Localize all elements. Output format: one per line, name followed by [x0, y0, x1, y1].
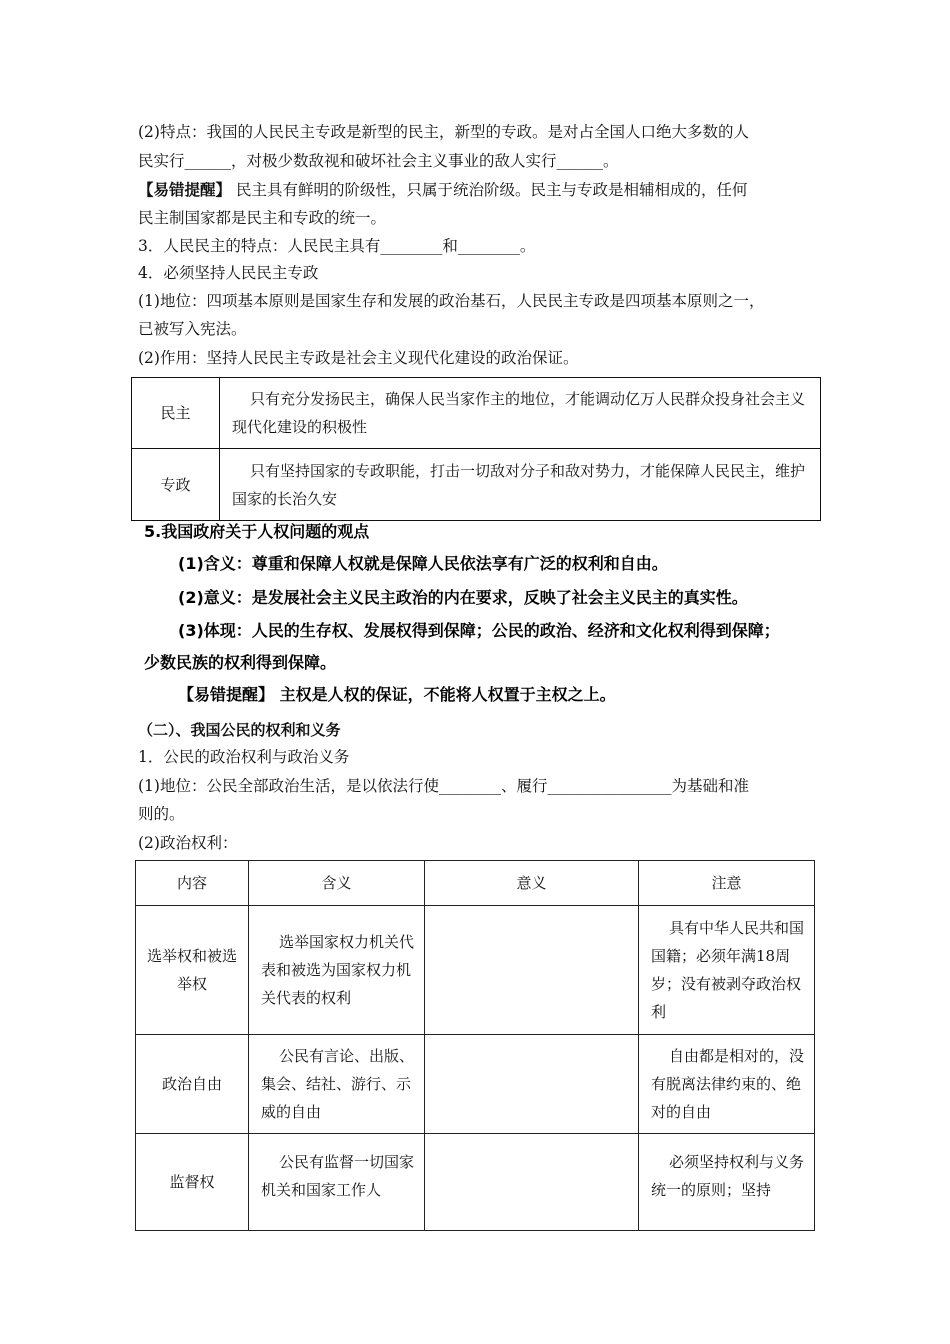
- table-row: [136, 1035, 815, 1134]
- row-body: 只有坚持国家的专政职能，打击一切敌对分子和敌对势力，才能保障人民民主，维护国家的长治久安: [220, 449, 821, 521]
- table-cell: 公民有监督一切国家机关和国家工作人: [249, 1134, 425, 1231]
- table-cell: 选举权和被选举权: [136, 906, 249, 1035]
- row-body: 只有充分发扬民主，确保人民当家作主的地位，才能调动亿万人民群众投身社会主义现代化建设的积极性: [220, 378, 821, 449]
- text-line: 已被写入宪法。: [138, 320, 247, 338]
- table-cell: 公民有言论、出版、集会、结社、游行、示威的自由: [249, 1035, 425, 1134]
- section-paragraph: 少数民族的权利得到保障。: [144, 653, 337, 672]
- text-line: (1)地位：公民全部政治生活，是以依法行使________、履行________________为基础和准: [138, 777, 749, 795]
- table-row: [136, 1134, 815, 1231]
- table-cell: 具有中华人民共和国国籍；必须年满18周岁；没有被剥夺政治权利: [639, 906, 815, 1035]
- row-header: 专政: [132, 449, 220, 521]
- table-row: [132, 378, 821, 449]
- section-paragraph: (3)体现：人民的生存权、发展权得到保障；公民的政治、经济和文化权利得到保障；: [178, 621, 780, 640]
- column-header: 内容: [136, 861, 249, 906]
- table-cell: [425, 1035, 639, 1134]
- column-header: 含义: [249, 861, 425, 906]
- text-line: 民主制国家都是民主和专政的统一。: [138, 209, 387, 227]
- text-line: (2)政治权利：: [138, 834, 238, 852]
- text-line: [138, 179, 747, 201]
- text-line: 则的。: [138, 805, 185, 823]
- column-header: 注意: [639, 861, 815, 906]
- political-rights-table: [135, 860, 815, 1231]
- table-cell: 必须坚持权利与义务统一的原则；坚持: [639, 1134, 815, 1231]
- democracy-dictatorship-table: [131, 377, 821, 521]
- part-title: （二）、我国公民的权利和义务: [138, 721, 341, 739]
- warning-text: 民主具有鲜明的阶级性，只属于统治阶级。民主与专政是相辅相成的，任何: [231, 181, 748, 199]
- text-line: 民实行______，对极少数敌视和破坏社会主义事业的敌人实行______。: [138, 152, 619, 170]
- section-paragraph: 【易错提醒】 主权是人权的保证，不能将人权置于主权之上。: [178, 685, 616, 704]
- table-header-row: [136, 861, 815, 906]
- table-row: [132, 449, 821, 521]
- table-cell: [425, 906, 639, 1035]
- table-cell: 自由都是相对的，没有脱离法律约束的、绝对的自由: [639, 1035, 815, 1134]
- text-line: 1．公民的政治权利与政治义务: [138, 748, 350, 766]
- table-row: [136, 906, 815, 1035]
- section-paragraph: (1)含义：尊重和保障人权就是保障人民依法享有广泛的权利和自由。: [178, 554, 668, 573]
- text-line: 4．必须坚持人民民主专政: [138, 264, 319, 282]
- text-line: (2)作用：坚持人民民主专政是社会主义现代化建设的政治保证。: [138, 349, 579, 367]
- warning-tag: 【易错提醒】: [138, 180, 232, 199]
- table-cell: 监督权: [136, 1134, 249, 1231]
- section-title: 5.我国政府关于人权问题的观点: [144, 522, 370, 541]
- text-line: 3．人民民主的特点：人民民主具有________和________。: [138, 237, 536, 255]
- text-line: (1)地位：四项基本原则是国家生存和发展的政治基石，人民民主专政是四项基本原则之一，: [138, 292, 765, 310]
- table-cell: [425, 1134, 639, 1231]
- section-paragraph: (2)意义：是发展社会主义民主政治的内在要求，反映了社会主义民主的真实性。: [178, 588, 748, 607]
- text-line: (2)特点：我国的人民民主专政是新型的民主，新型的专政。是对占全国人口绝大多数的人: [138, 123, 749, 141]
- table-cell: 选举国家权力机关代表和被选为国家权力机关代表的权利: [249, 906, 425, 1035]
- column-header: 意义: [425, 861, 639, 906]
- row-header: 民主: [132, 378, 220, 449]
- table-cell: 政治自由: [136, 1035, 249, 1134]
